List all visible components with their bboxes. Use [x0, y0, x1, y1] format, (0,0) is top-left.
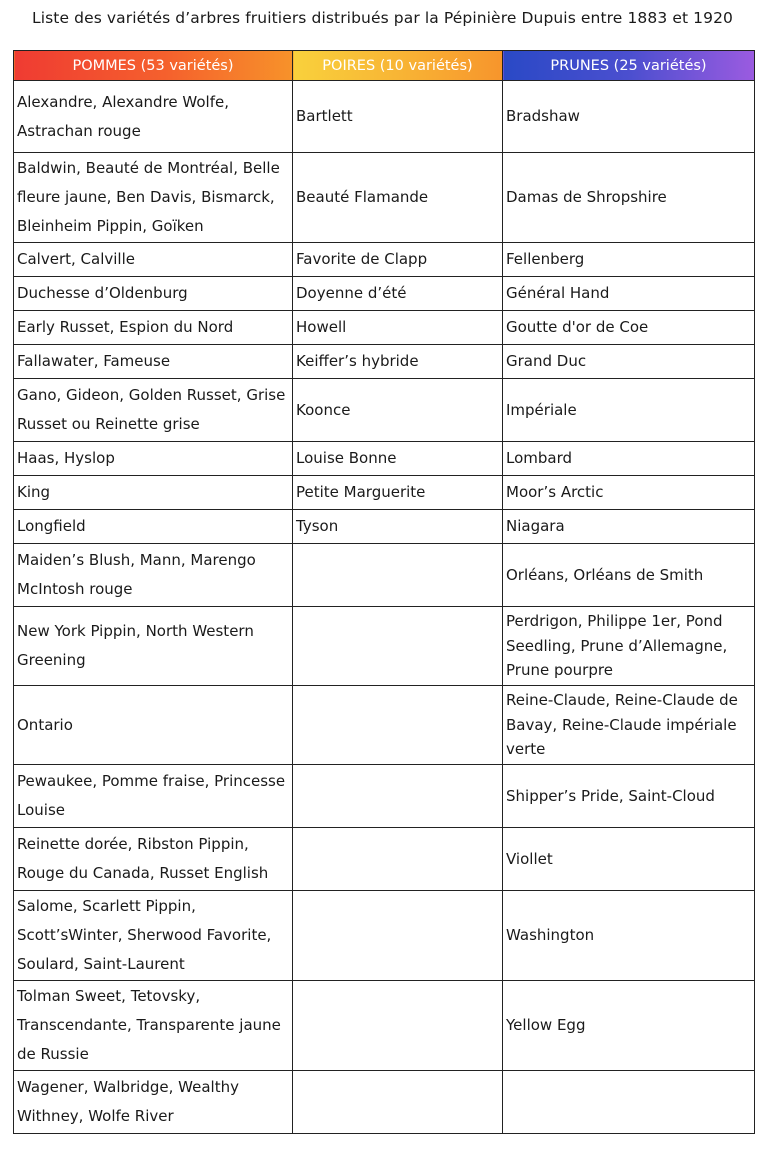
plum-cell — [503, 81, 755, 153]
table-row — [14, 828, 755, 891]
cell-line: Maiden’s Blush, Mann, Marengo — [17, 551, 256, 569]
table-row — [14, 476, 755, 510]
apple-cell — [14, 891, 293, 981]
apple-cell — [14, 379, 293, 442]
table-row — [14, 81, 755, 153]
table-row — [14, 345, 755, 379]
cell-line: Soulard, Saint-Laurent — [17, 955, 185, 973]
table-row — [14, 686, 755, 765]
apple-cell — [14, 981, 293, 1071]
plum-cell — [503, 476, 755, 510]
pear-cell — [293, 686, 503, 765]
cell-line: Longfield — [17, 517, 86, 535]
cell-line: Howell — [296, 318, 347, 336]
plum-cell — [503, 765, 755, 828]
header-apples: POMMES (53 variétés) — [14, 51, 293, 81]
cell-line: Tolman Sweet, Tetovsky, — [17, 987, 201, 1005]
plum-cell — [503, 607, 755, 686]
cell-line: Greening — [17, 651, 86, 669]
cell-line: Alexandre, Alexandre Wolfe, — [17, 92, 229, 111]
cell-line: Duchesse d’Oldenburg — [17, 284, 188, 302]
apple-cell — [14, 345, 293, 379]
cell-line: Astrachan rouge — [17, 121, 141, 140]
plum-cell — [503, 277, 755, 311]
cell-line: Général Hand — [506, 284, 610, 302]
cell-line: Gano, Gideon, Golden Russet, Grise — [17, 386, 286, 404]
cell-line: Fellenberg — [506, 250, 585, 268]
cell-line: Petite Marguerite — [296, 483, 426, 501]
apple-cell — [14, 476, 293, 510]
apple-cell — [14, 1071, 293, 1134]
cell-line: Bavay, Reine-Claude impériale — [506, 715, 737, 734]
cell-line: de Russie — [17, 1045, 89, 1063]
apple-cell — [14, 765, 293, 828]
plum-cell — [503, 1071, 755, 1134]
cell-line: Favorite de Clapp — [296, 250, 428, 268]
pear-cell — [293, 510, 503, 544]
pear-cell — [293, 311, 503, 345]
cell-line: Salome, Scarlett Pippin, — [17, 897, 196, 915]
apple-cell — [14, 243, 293, 277]
cell-line: Calvert, Calville — [17, 250, 135, 268]
cell-line: Pewaukee, Pomme fraise, Princesse — [17, 772, 286, 790]
cell-line: Grand Duc — [506, 352, 587, 370]
table-row — [14, 607, 755, 686]
apple-cell — [14, 828, 293, 891]
table-row — [14, 277, 755, 311]
table-row — [14, 243, 755, 277]
pear-cell — [293, 81, 503, 153]
cell-line: Niagara — [506, 517, 565, 535]
plum-cell — [503, 345, 755, 379]
cell-line: Scott’sWinter, Sherwood Favorite, — [17, 926, 272, 944]
plum-cell — [503, 686, 755, 765]
cell-line: Goutte d'or de Coe — [506, 318, 649, 336]
table-header-row — [14, 51, 755, 81]
cell-line: Yellow Egg — [506, 1016, 586, 1034]
table-row — [14, 1071, 755, 1134]
cell-line: Keiffer’s hybride — [296, 352, 419, 370]
pear-cell — [293, 345, 503, 379]
cell-line: Doyenne d’été — [296, 284, 407, 302]
cell-line: Shipper’s Pride, Saint-Cloud — [506, 786, 715, 805]
cell-line: Tyson — [296, 517, 339, 535]
cell-line: Fallawater, Fameuse — [17, 352, 171, 370]
plum-cell — [503, 891, 755, 981]
cell-line: Louise — [17, 801, 65, 819]
apple-cell — [14, 277, 293, 311]
pear-cell — [293, 544, 503, 607]
table-row — [14, 379, 755, 442]
plum-cell — [503, 442, 755, 476]
pear-cell — [293, 277, 503, 311]
plum-cell — [503, 510, 755, 544]
apple-cell — [14, 510, 293, 544]
pear-cell — [293, 379, 503, 442]
table-row — [14, 891, 755, 981]
table-row — [14, 153, 755, 243]
cell-line: McIntosh rouge — [17, 580, 133, 598]
header-plums: PRUNES (25 variétés) — [503, 51, 755, 81]
cell-line: Lombard — [506, 449, 573, 467]
table-row — [14, 442, 755, 476]
cell-line: Seedling, Prune d’Allemagne, — [506, 636, 728, 655]
cell-line: Washington — [506, 926, 595, 944]
pear-cell — [293, 153, 503, 243]
pear-cell — [293, 765, 503, 828]
cell-line: Moor’s Arctic — [506, 483, 604, 501]
pear-cell — [293, 891, 503, 981]
pear-cell — [293, 828, 503, 891]
plum-cell — [503, 311, 755, 345]
table-row — [14, 311, 755, 345]
cell-line: Early Russet, Espion du Nord — [17, 318, 234, 336]
header-pears: POIRES (10 variétés) — [293, 51, 503, 81]
plum-cell — [503, 981, 755, 1071]
table-row — [14, 544, 755, 607]
apple-cell — [14, 607, 293, 686]
cell-line: Withney, Wolfe River — [17, 1107, 174, 1125]
plum-cell — [503, 544, 755, 607]
pear-cell — [293, 981, 503, 1071]
cell-line: Orléans, Orléans de Smith — [506, 565, 704, 584]
apple-cell — [14, 442, 293, 476]
cell-line: Damas de Shropshire — [506, 188, 667, 206]
cell-line: King — [17, 483, 51, 501]
pear-cell — [293, 243, 503, 277]
pear-cell — [293, 442, 503, 476]
cell-line: Haas, Hyslop — [17, 449, 115, 467]
apple-cell — [14, 544, 293, 607]
cell-line: Reinette dorée, Ribston Pippin, — [17, 835, 249, 853]
table-row — [14, 510, 755, 544]
cell-line: New York Pippin, North Western — [17, 622, 254, 640]
apple-cell — [14, 686, 293, 765]
apple-cell — [14, 81, 293, 153]
pear-cell — [293, 1071, 503, 1134]
cell-line: Impériale — [506, 400, 577, 419]
cell-line: Koonce — [296, 400, 351, 419]
cell-line: Beauté Flamande — [296, 188, 429, 206]
page-title: Liste des variétés d’arbres fruitiers distribués par la Pépinière Dupuis entre 1883 et 1920 — [31, 9, 734, 27]
cell-line: Viollet — [506, 849, 553, 868]
cell-line: Transcendante, Transparente jaune — [17, 1016, 281, 1034]
cell-line: Louise Bonne — [296, 449, 397, 467]
cell-line: Baldwin, Beauté de Montréal, Belle — [17, 159, 280, 177]
cell-line: Rouge du Canada, Russet English — [17, 864, 269, 882]
cell-line: Perdrigon, Philippe 1er, Pond — [506, 612, 723, 631]
cell-line: Bartlett — [296, 107, 353, 125]
cell-line: Reine-Claude, Reine-Claude de — [506, 691, 738, 710]
cell-line: verte — [506, 740, 546, 759]
cell-line: Prune pourpre — [506, 661, 613, 680]
cell-line: Wagener, Walbridge, Wealthy — [17, 1078, 239, 1096]
plum-cell — [503, 243, 755, 277]
apple-cell — [14, 311, 293, 345]
plum-cell — [503, 153, 755, 243]
cell-line: Bleinheim Pippin, Goïken — [17, 217, 204, 235]
pear-cell — [293, 476, 503, 510]
fruit-varieties-table — [13, 50, 755, 1134]
table-row — [14, 981, 755, 1071]
cell-line: Russet ou Reinette grise — [17, 415, 200, 433]
plum-cell — [503, 379, 755, 442]
table-body — [14, 81, 755, 1134]
plum-cell — [503, 828, 755, 891]
cell-line: Ontario — [17, 715, 73, 734]
cell-line: Bradshaw — [506, 107, 580, 125]
cell-line: fleure jaune, Ben Davis, Bismarck, — [17, 188, 275, 206]
table-row — [14, 765, 755, 828]
pear-cell — [293, 607, 503, 686]
apple-cell — [14, 153, 293, 243]
